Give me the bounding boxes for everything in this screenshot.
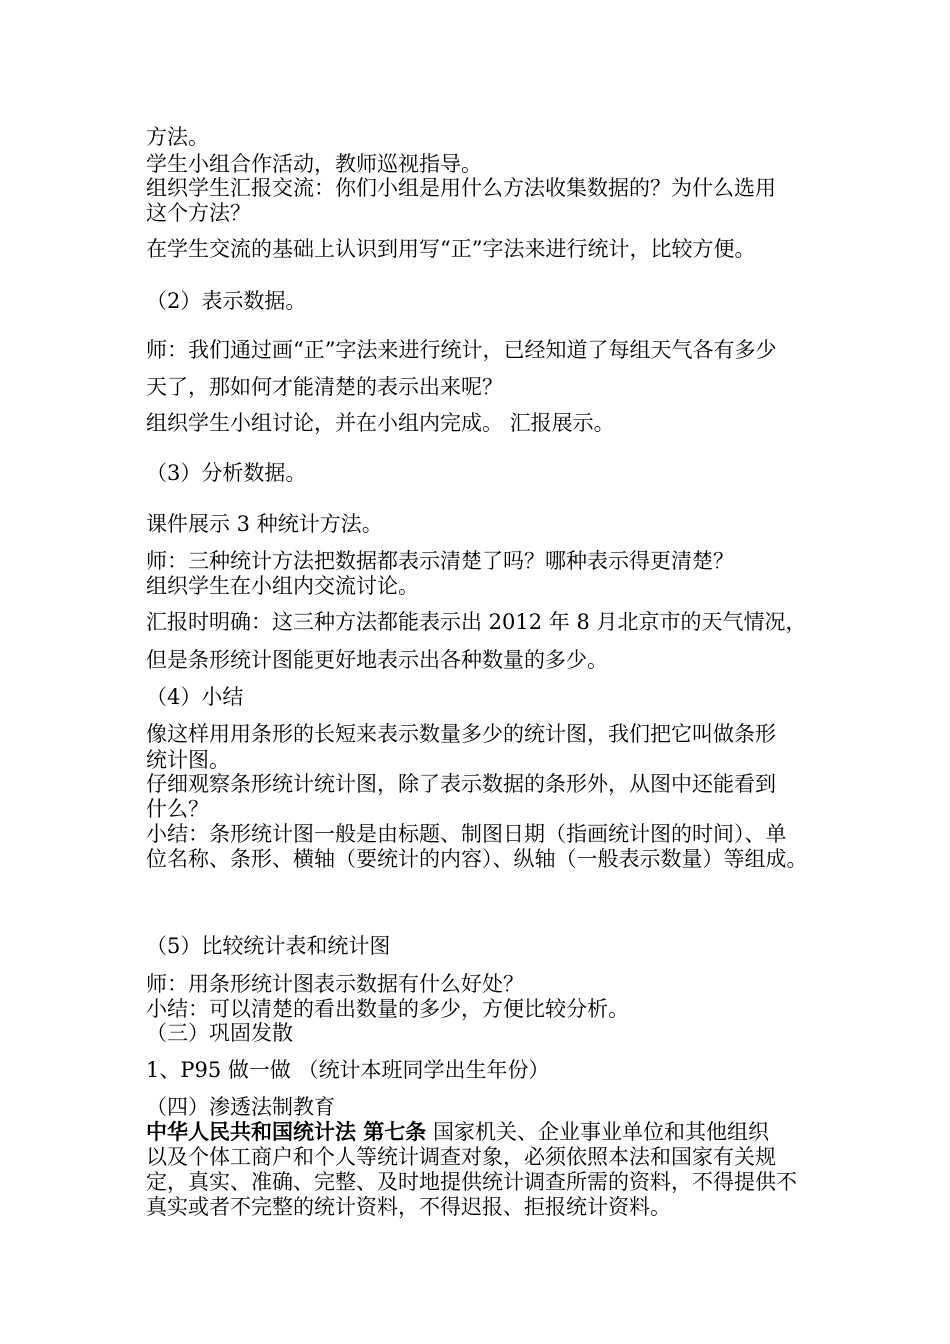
- text-line: 组织学生小组讨论，并在小组内完成。 汇报展示。: [146, 411, 615, 435]
- exercise-line: 1、P95 做一做 （统计本班同学出生年份）: [146, 1058, 550, 1082]
- section-heading: （5）比较统计表和统计图: [146, 934, 391, 958]
- section-heading: （2）表示数据。: [146, 289, 307, 313]
- text-line: 这个方法？: [146, 201, 251, 225]
- law-title: 中华人民共和国统计法 第七条: [146, 1119, 427, 1144]
- text-line: 统计图。: [146, 748, 230, 772]
- law-text: 国家机关、企业事业单位和其他组织: [426, 1120, 769, 1144]
- text-line: 小结：条形统计图一般是由标题、制图日期（指画统计图的时间）、单: [146, 822, 787, 846]
- law-text-line: 真实或者不完整的统计资料，不得迟报、拒报统计资料。: [146, 1195, 671, 1219]
- section-heading: （三）巩固发散: [146, 1021, 293, 1045]
- text-line: 但是条形统计图能更好地表示出各种数量的多少。: [146, 648, 608, 672]
- text-line: 组织学生汇报交流：你们小组是用什么方法收集数据的？为什么选用: [146, 176, 776, 200]
- section-heading: （3）分析数据。: [146, 461, 307, 485]
- text-line: 师：我们通过画“正”字法来进行统计，已经知道了每组天气各有多少: [146, 338, 777, 362]
- text-line: 位名称、条形、横轴（要统计的内容）、纵轴（一般表示数量）等组成。: [146, 847, 808, 871]
- section-heading: （四）渗透法制教育: [146, 1095, 335, 1119]
- law-text-line: 以及个体工商户和个人等统计调查对象，必须依照本法和国家有关规: [146, 1145, 776, 1169]
- text-line: 什么？: [146, 797, 209, 821]
- text-line: 组织学生在小组内交流讨论。: [146, 574, 419, 598]
- text-line: 小结：可以清楚的看出数量的多少，方便比较分析。: [146, 997, 629, 1021]
- law-first-line: [146, 1120, 769, 1144]
- text-line: 师：用条形统计图表示数据有什么好处？: [146, 972, 524, 996]
- text-line: 天了，那如何才能清楚的表示出来呢？: [146, 375, 503, 399]
- section-heading: （4）小结: [146, 685, 244, 709]
- text-line: 仔细观察条形统计统计图，除了表示数据的条形外，从图中还能看到: [146, 772, 776, 796]
- text-line: 学生小组合作活动，教师巡视指导。: [146, 152, 482, 176]
- text-line: 课件展示 3 种统计方法。: [146, 512, 383, 536]
- text-line: 师：三种统计方法把数据都表示清楚了吗？哪种表示得更清楚？: [146, 549, 734, 573]
- text-line: 方法。: [146, 125, 209, 149]
- text-line: 像这样用用条形的长短来表示数量多少的统计图，我们把它叫做条形: [146, 722, 776, 746]
- text-line: 在学生交流的基础上认识到用写“正”字法来进行统计，比较方便。: [146, 237, 756, 261]
- text-line: 汇报时明确：这三种方法都能表示出 2012 年 8 月北京市的天气情况，: [146, 610, 807, 634]
- law-text-line: 定，真实、准确、完整、及时地提供统计调查所需的资料，不得提供不: [146, 1170, 797, 1194]
